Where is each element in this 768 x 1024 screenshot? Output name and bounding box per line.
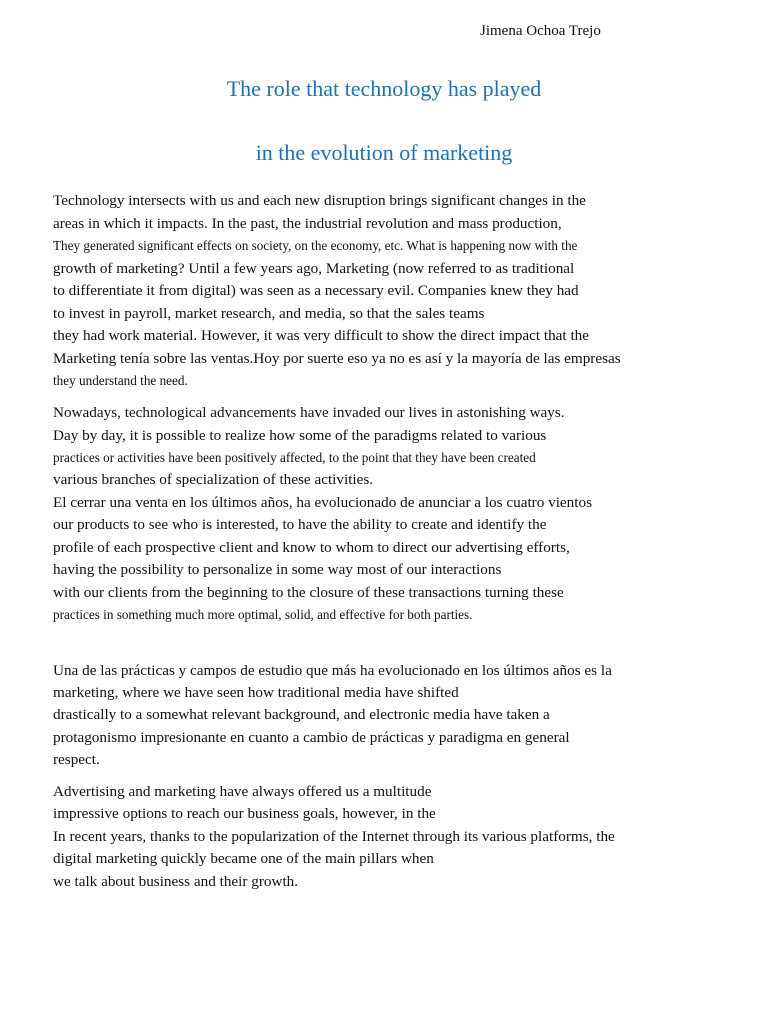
document-title [0,57,768,185]
text-line: our products to see who is interested, to have the ability to create and identify the [53,516,547,533]
text-line: they had work material. However, it was very difficult to show the direct impact that the [53,327,589,344]
text-line: to differentiate it from digital) was seen as a necessary evil. Companies knew they had [53,282,579,299]
text-line: protagonismo impresionante en cuanto a cambio de prácticas y paradigma en general [53,729,570,746]
text-line: digital marketing quickly became one of the main pillars when [53,850,434,867]
text-line: Day by day, it is possible to realize how some of the paradigms related to various [53,427,547,444]
text-line: Advertising and marketing have always offered us a multitude [53,783,432,800]
text-line: El cerrar una venta en los últimos años, ha evolucionado de anunciar a los cuatro vientos [53,494,592,511]
text-line: marketing, where we have seen how traditional media have shifted [53,684,459,701]
text-line: practices or activities have been positively affected, to the point that they have been created [53,450,536,465]
text-line: we talk about business and their growth. [53,873,299,890]
text-line: areas in which it impacts. In the past, the industrial revolution and mass production, [53,215,562,232]
text-line: They generated significant effects on society, on the economy, etc. What is happening now with the [53,238,578,253]
text-line: practices in something much more optimal, solid, and effective for both parties. [53,607,473,622]
author-name: Jimena Ochoa Trejo [480,23,601,39]
text-line: to invest in payroll, market research, and media, so that the sales teams [53,305,485,322]
text-line: they understand the need. [53,373,188,388]
text-line: Technology intersects with us and each new disruption brings significant changes in the [53,192,586,209]
text-line: having the possibility to personalize in some way most of our interactions [53,561,502,578]
text-line: Una de las prácticas y campos de estudio que más ha evolucionado en los últimos años es la [53,662,612,679]
text-line: Nowadays, technological advancements have invaded our lives in astonishing ways. [53,404,565,421]
text-line: growth of marketing? Until a few years ago, Marketing (now referred to as traditional [53,260,575,277]
text-line: impressive options to reach our business goals, however, in the [53,805,436,822]
text-line: In recent years, thanks to the popularization of the Internet through its various platforms, the [53,828,615,845]
title-line: in the evolution of marketing [255,140,513,165]
text-line: respect. [53,751,100,768]
text-line: profile of each prospective client and know to whom to direct our advertising efforts, [53,539,570,556]
text-line: with our clients from the beginning to the closure of these transactions turning these [53,584,564,601]
text-line: drastically to a somewhat relevant background, and electronic media have taken a [53,706,550,723]
text-line: various branches of specialization of these activities. [53,471,374,488]
title-line: The role that technology has played [226,76,542,101]
text-line: Marketing tenía sobre las ventas.Hoy por suerte eso ya no es así y la mayoría de las empresas [53,350,621,367]
